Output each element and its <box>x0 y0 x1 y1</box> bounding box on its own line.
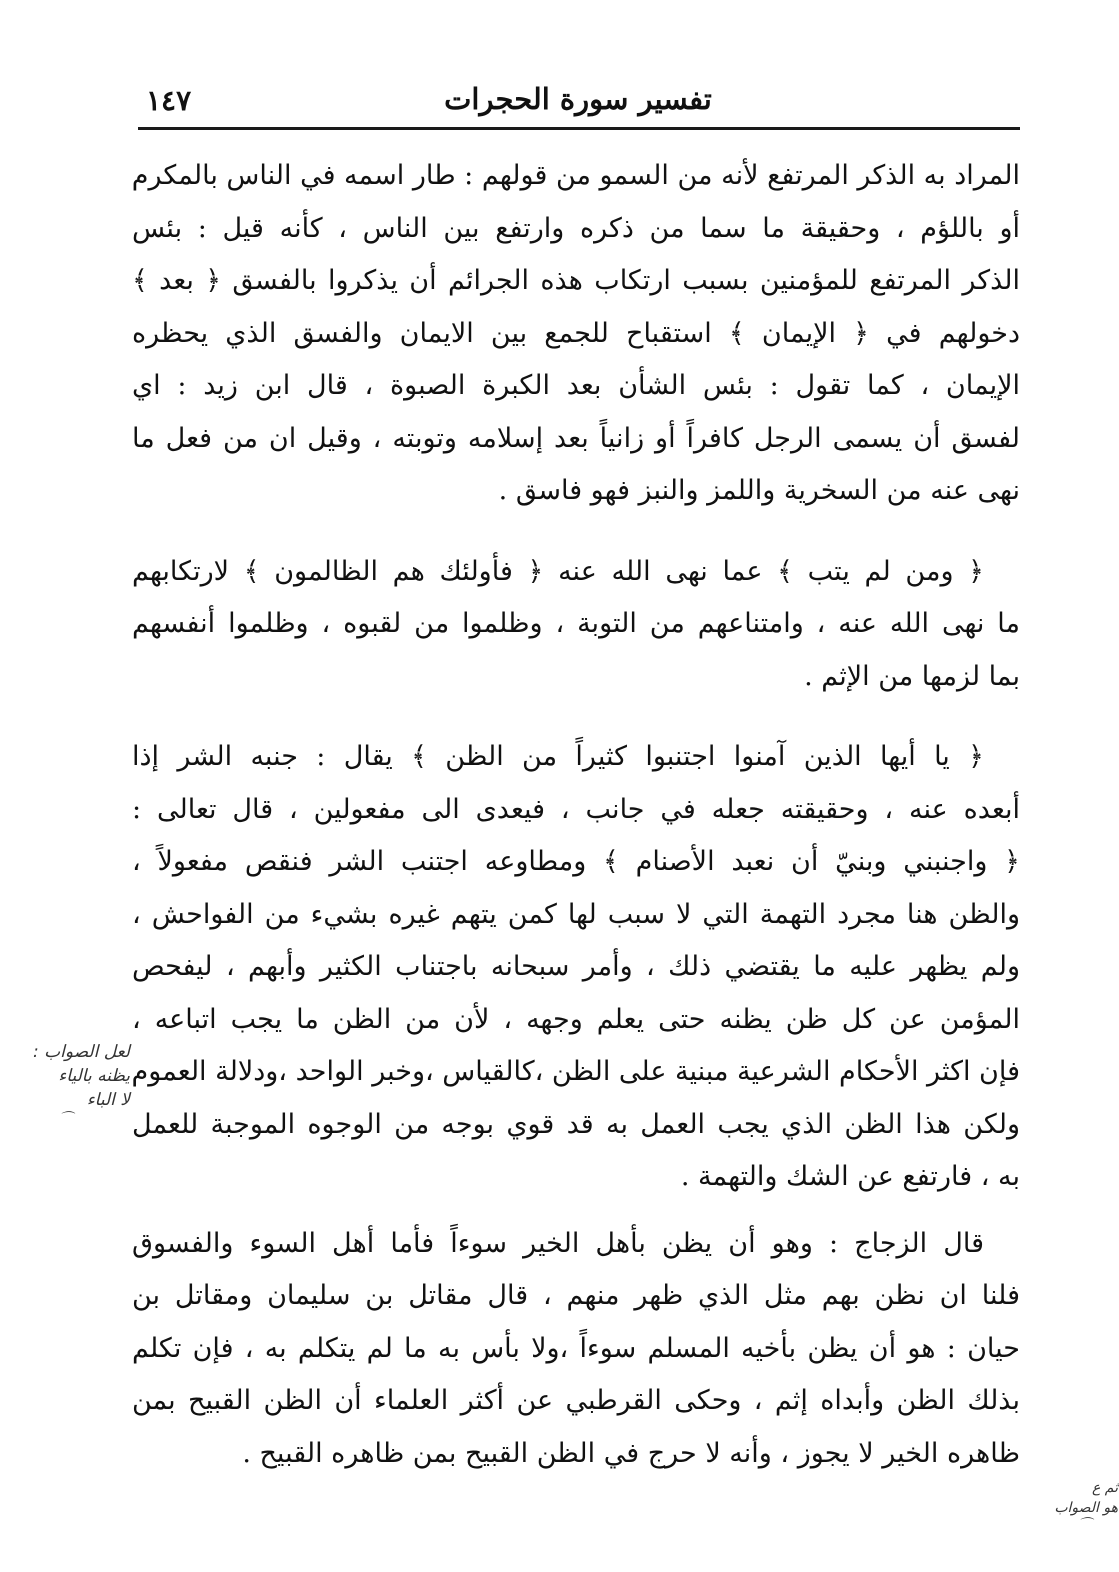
paragraph-4 <box>132 1218 1020 1481</box>
text-line: ولم يظهر عليه ما يقتضي ذلك ، وأمر سبحانه باجتناب الكثير وأبهم ، ليفحص <box>132 951 1020 982</box>
text-line: به ، فارتفع عن الشك والتهمة . <box>680 1161 1020 1192</box>
text-line: والظن هنا مجرد التهمة التي لا سبب لها كمن يتهم غيره بشيء من الفواحش ، <box>132 898 1020 930</box>
paragraph-1 <box>132 150 1020 518</box>
text-line: المؤمن عن كل ظن يظنه حتى يعلم وجهه ، لأن من الظن ما يجب اتباعه ، <box>132 1003 1020 1035</box>
text-line: بذلك الظن وأبداه إثم ، وحكى القرطبي عن أكثر العلماء أن الظن القبيح بمن <box>132 1385 1020 1416</box>
text-line: لفسق أن يسمى الرجل كافراً أو زانياً بعد إسلامه وتوبته ، وقيل ان من فعل ما <box>132 422 1020 454</box>
body-text <box>132 150 1020 1480</box>
annotation-mark: ⌒ <box>1078 1517 1092 1533</box>
text-line: أبعده عنه ، وحقيقته جعله في جانب ، فيعدى الى مفعولين ، قال تعالى : <box>132 793 1020 825</box>
text-line: ولكن هذا الظن الذي يجب العمل به قد قوي بوجه من الوجوه الموجبة للعمل <box>132 1108 1020 1140</box>
paragraph-2 <box>132 546 1020 704</box>
text-line: نهى عنه من السخرية واللمز والنبز فهو فاسق . <box>498 475 1020 506</box>
text-line: فإن اكثر الأحكام الشرعية مبنية على الظن ،كالقياس ،وخبر الواحد ،ودلالة العموم <box>132 1056 1020 1087</box>
header-rule <box>138 127 1020 130</box>
text-line: فلنا ان نظن بهم مثل الذي ظهر منهم ، قال مقاتل بن سليمان ومقاتل بن <box>132 1280 1020 1311</box>
text-line: قال الزجاج : وهو أن يظن بأهل الخير سوءاً فأما أهل السوء والفسوق <box>132 1227 984 1259</box>
text-line: أو باللؤم ، وحقيقة ما سما من ذكره وارتفع بين الناس ، كأنه قيل : بئس <box>132 212 1020 244</box>
text-line: الذكر المرتفع للمؤمنين بسبب ارتكاب هذه الجرائم أن يذكروا بالفسق ﴿ بعد ﴾ <box>132 265 1020 296</box>
text-line: الإيمان ، كما تقول : بئس الشأن بعد الكبرة الصبوة ، قال ابن زيد : اي <box>132 370 1020 401</box>
text-line: بما لزمها من الإثم . <box>804 660 1020 692</box>
paragraph-3 <box>132 731 1020 1204</box>
text-line: دخولهم في ﴿ الإيمان ﴾ استقباح للجمع بين الايمان والفسق الذي يحظره <box>132 317 1020 349</box>
running-title: تفسير سورة الحجرات <box>444 82 712 116</box>
text-line: ظاهره الخير لا يجوز ، وأنه لا حرج في الظن القبيح بمن ظاهره القبيح . <box>242 1437 1020 1469</box>
margin-note-line: يظنه بالياء <box>58 1066 130 1086</box>
annotation-mark: ⌒ <box>59 1111 73 1127</box>
text-line: المراد به الذكر المرتفع لأنه من السمو من قولهم : طار اسمه في الناس بالمكرم <box>132 160 1020 191</box>
margin-note-line: ثم ع <box>1091 1480 1118 1496</box>
text-line: ما نهى الله عنه ، وامتناعهم من التوبة ، وظلموا من لقبوه ، وظلموا أنفسهم <box>132 608 1020 639</box>
page-number: ١٤٧ <box>146 84 192 117</box>
text-line: ﴿ ومن لم يتب ﴾ عما نهى الله عنه ﴿ فأولئك هم الظالمون ﴾ لارتكابهم <box>132 555 984 587</box>
text-line: ﴿ يا أيها الذين آمنوا اجتنبوا كثيراً من الظن ﴾ يقال : جنبه الشر إذا <box>132 741 984 772</box>
text-line: حيان : هو أن يظن بأخيه المسلم سوءاً ،ولا بأس به ما لم يتكلم به ، فإن تكلم <box>132 1332 1020 1364</box>
running-header <box>138 72 1018 124</box>
margin-note-line: هو الصواب <box>1054 1500 1118 1516</box>
margin-note-line: لا الباء <box>86 1090 130 1110</box>
margin-note-line: لعل الصواب : <box>33 1042 130 1062</box>
text-line: ﴿ واجنبني وبنيّ أن نعبد الأصنام ﴾ ومطاوعه اجتنب الشر فنقص مفعولاً ، <box>132 846 1020 877</box>
handwritten-margin-note <box>2 1040 130 1126</box>
handwritten-margin-note <box>1052 1478 1118 1532</box>
